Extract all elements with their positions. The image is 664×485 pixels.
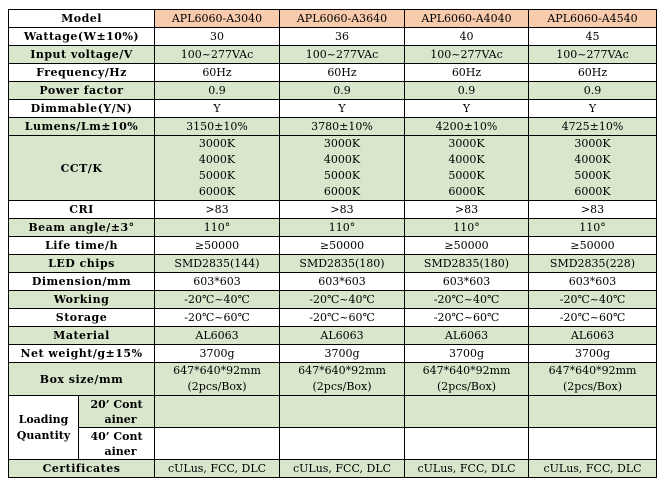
storage-row [9, 309, 657, 327]
led-chips-value: SMD2835(180) [405, 255, 529, 273]
certificates-label: Certificates [9, 460, 155, 478]
container-40-line1: 40’ Cont [90, 429, 143, 443]
working-value: -20℃~40℃ [280, 291, 405, 309]
led-chips-value: SMD2835(144) [155, 255, 280, 273]
dimmable-value: Y [280, 100, 405, 118]
beam-angle-value: 110° [155, 219, 280, 237]
power-factor-value: 0.9 [280, 82, 405, 100]
cct-value: 5000K [574, 169, 611, 182]
led-chips-value: SMD2835(228) [529, 255, 657, 273]
certificates-value: cULus, FCC, DLC [155, 460, 280, 478]
dimension-value: 603*603 [529, 273, 657, 291]
cct-value: 4000K [448, 153, 485, 166]
model-name: APL6060-A4540 [529, 10, 657, 28]
lumens-value: 3150±10% [155, 118, 280, 136]
net-weight-value: 3700g [529, 345, 657, 363]
input-voltage-value: 100~277VAc [155, 46, 280, 64]
cri-value: >83 [529, 201, 657, 219]
cct-label: CCT/K [9, 136, 155, 201]
container-40-value [405, 428, 529, 460]
storage-value: -20℃~60℃ [529, 309, 657, 327]
storage-value: -20℃~60℃ [280, 309, 405, 327]
container-40-value [155, 428, 280, 460]
wattage-row [9, 28, 657, 46]
working-label: Working [9, 291, 155, 309]
certificates-value: cULus, FCC, DLC [405, 460, 529, 478]
box-size-dimensions: 647*640*92mm [298, 364, 386, 377]
loading-label: Loading [18, 412, 69, 426]
dimmable-value: Y [529, 100, 657, 118]
dimmable-label: Dimmable(Y/N) [9, 100, 155, 118]
wattage-label: Wattage(W±10%) [9, 28, 155, 46]
box-size-value [405, 363, 529, 396]
working-value: -20℃~40℃ [405, 291, 529, 309]
cri-row [9, 201, 657, 219]
box-size-pcs: (2pcs/Box) [562, 380, 623, 393]
dimension-value: 603*603 [280, 273, 405, 291]
input-voltage-label: Input voltage/V [9, 46, 155, 64]
cri-value: >83 [155, 201, 280, 219]
working-value: -20℃~40℃ [529, 291, 657, 309]
life-time-value: ≥50000 [155, 237, 280, 255]
life-time-value: ≥50000 [529, 237, 657, 255]
working-row [9, 291, 657, 309]
container-20-line2: ainer [104, 412, 137, 426]
model-name: APL6060-A3640 [280, 10, 405, 28]
container-20-value [529, 396, 657, 428]
wattage-value: 36 [280, 28, 405, 46]
box-size-value [155, 363, 280, 396]
life-time-row [9, 237, 657, 255]
material-label: Material [9, 327, 155, 345]
wattage-value: 30 [155, 28, 280, 46]
cct-row [9, 136, 657, 201]
cct-value: 4000K [574, 153, 611, 166]
material-value: AL6063 [529, 327, 657, 345]
cct-value: 5000K [448, 169, 485, 182]
cct-value: 3000K [198, 137, 236, 150]
dimmable-row [9, 100, 657, 118]
lumens-value: 3780±10% [280, 118, 405, 136]
header-row [9, 10, 657, 28]
cct-value: 3000K [323, 137, 361, 150]
dimension-value: 603*603 [405, 273, 529, 291]
container-20-value [280, 396, 405, 428]
net-weight-value: 3700g [405, 345, 529, 363]
dimmable-value: Y [155, 100, 280, 118]
box-size-value [280, 363, 405, 396]
net-weight-row [9, 345, 657, 363]
power-factor-value: 0.9 [529, 82, 657, 100]
container-40-line2: ainer [104, 444, 137, 458]
wattage-value: 40 [405, 28, 529, 46]
material-value: AL6063 [155, 327, 280, 345]
cct-values [405, 136, 529, 201]
frequency-label: Frequency/Hz [9, 64, 155, 82]
box-size-pcs: (2pcs/Box) [436, 380, 497, 393]
box-size-dimensions: 647*640*92mm [548, 364, 637, 377]
power-factor-row [9, 82, 657, 100]
loading-row-40 [9, 428, 657, 460]
container-40-value [529, 428, 657, 460]
power-factor-value: 0.9 [155, 82, 280, 100]
beam-angle-row [9, 219, 657, 237]
container-20-value [405, 396, 529, 428]
frequency-row [9, 64, 657, 82]
container-20-label [79, 396, 155, 428]
cct-value: 5000K [323, 169, 361, 182]
frequency-value: 60Hz [280, 64, 405, 82]
life-time-value: ≥50000 [280, 237, 405, 255]
input-voltage-value: 100~277VAc [405, 46, 529, 64]
life-time-value: ≥50000 [405, 237, 529, 255]
cct-value: 3000K [574, 137, 611, 150]
certificates-row [9, 460, 657, 478]
box-size-label: Box size/mm [9, 363, 155, 396]
dimension-value: 603*603 [155, 273, 280, 291]
cct-value: 3000K [448, 137, 485, 150]
storage-value: -20℃~60℃ [155, 309, 280, 327]
power-factor-label: Power factor [9, 82, 155, 100]
lumens-label: Lumens/Lm±10% [9, 118, 155, 136]
box-size-value [529, 363, 657, 396]
material-value: AL6063 [280, 327, 405, 345]
beam-angle-value: 110° [529, 219, 657, 237]
model-name: APL6060-A4040 [405, 10, 529, 28]
cri-label: CRI [9, 201, 155, 219]
net-weight-value: 3700g [280, 345, 405, 363]
input-voltage-value: 100~277VAc [529, 46, 657, 64]
cct-values [155, 136, 280, 201]
net-weight-label: Net weight/g±15% [9, 345, 155, 363]
storage-value: -20℃~60℃ [405, 309, 529, 327]
cct-value: 5000K [198, 169, 236, 182]
lumens-value: 4200±10% [405, 118, 529, 136]
spec-table [8, 9, 657, 478]
box-size-pcs: (2pcs/Box) [187, 380, 247, 393]
box-size-pcs: (2pcs/Box) [312, 380, 372, 393]
working-value: -20℃~40℃ [155, 291, 280, 309]
model-name: APL6060-A3040 [155, 10, 280, 28]
input-voltage-value: 100~277VAc [280, 46, 405, 64]
led-chips-row [9, 255, 657, 273]
cct-values [280, 136, 405, 201]
cct-value: 4000K [198, 153, 236, 166]
certificates-value: cULus, FCC, DLC [529, 460, 657, 478]
cri-value: >83 [280, 201, 405, 219]
net-weight-value: 3700g [155, 345, 280, 363]
container-20-line1: 20’ Cont [90, 397, 143, 411]
quantity-label: Quantity [16, 428, 71, 442]
life-time-label: Life time/h [9, 237, 155, 255]
cct-value: 4000K [323, 153, 361, 166]
loading-quantity-label [9, 396, 79, 460]
lumens-row [9, 118, 657, 136]
dimmable-value: Y [405, 100, 529, 118]
wattage-value: 45 [529, 28, 657, 46]
led-chips-value: SMD2835(180) [280, 255, 405, 273]
storage-label: Storage [9, 309, 155, 327]
cri-value: >83 [405, 201, 529, 219]
container-40-label [79, 428, 155, 460]
cct-value: 6000K [448, 185, 485, 198]
led-chips-label: LED chips [9, 255, 155, 273]
dimension-row [9, 273, 657, 291]
dimension-label: Dimension/mm [9, 273, 155, 291]
cct-value: 6000K [323, 185, 361, 198]
cct-values [529, 136, 657, 201]
beam-angle-value: 110° [280, 219, 405, 237]
frequency-value: 60Hz [155, 64, 280, 82]
cct-value: 6000K [198, 185, 236, 198]
container-20-value [155, 396, 280, 428]
material-row [9, 327, 657, 345]
certificates-value: cULus, FCC, DLC [280, 460, 405, 478]
loading-row-20 [9, 396, 657, 428]
container-40-value [280, 428, 405, 460]
box-size-dimensions: 647*640*92mm [173, 364, 261, 377]
frequency-value: 60Hz [405, 64, 529, 82]
box-size-dimensions: 647*640*92mm [422, 364, 511, 377]
box-size-row [9, 363, 657, 396]
lumens-value: 4725±10% [529, 118, 657, 136]
power-factor-value: 0.9 [405, 82, 529, 100]
beam-angle-value: 110° [405, 219, 529, 237]
material-value: AL6063 [405, 327, 529, 345]
frequency-value: 60Hz [529, 64, 657, 82]
model-label: Model [9, 10, 155, 28]
cct-value: 6000K [574, 185, 611, 198]
input-voltage-row [9, 46, 657, 64]
beam-angle-label: Beam angle/±3° [9, 219, 155, 237]
